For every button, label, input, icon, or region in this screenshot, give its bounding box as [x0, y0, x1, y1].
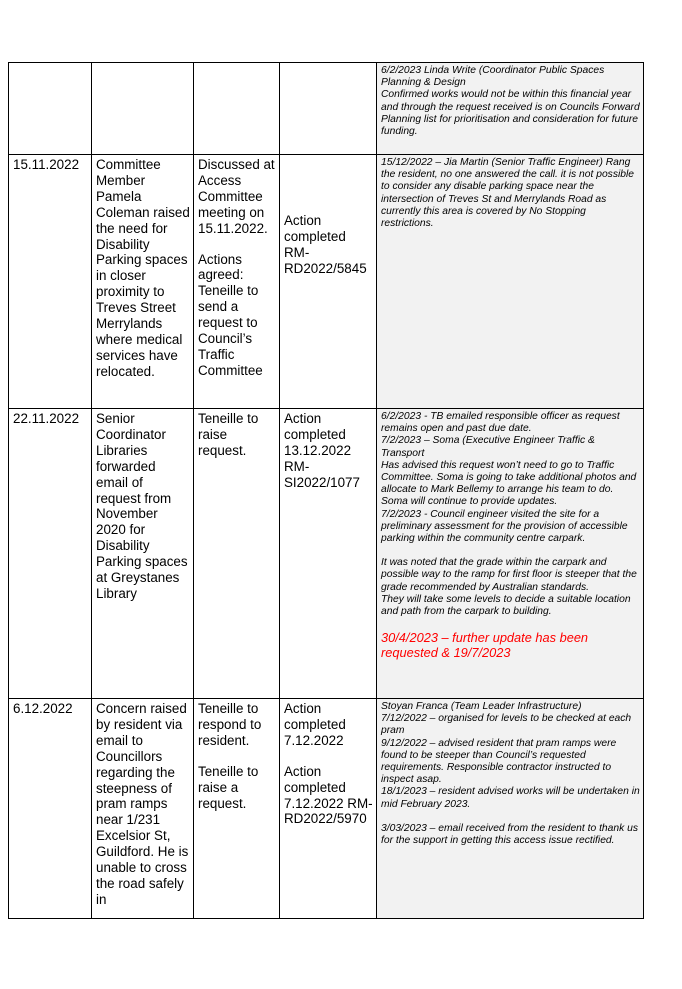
action-cell [194, 155, 280, 409]
status-text-2: Action completed 7.12.2022 RM-RD2022/5970 [284, 763, 373, 827]
notes-text: Stoyan Franca (Team Leader Infrastructure) 7/12/2022 – organised for levels to be checked at each pram 9/12/2022 – advised resident that pram ramps were found to be steeper than Council’s requested requirements. Responsible contractor instructed to inspect asap. 18/1/2023 – resident advised works will be undertaken in mid February 2023. [381, 701, 640, 810]
table-row [9, 409, 644, 699]
action-cell [194, 63, 280, 155]
notes-cell [377, 409, 644, 699]
action-text-2: Actions agreed: Teneille to send a request to Council’s Traffic Committee [198, 251, 263, 378]
table-row [9, 699, 644, 919]
table-row [9, 155, 644, 409]
action-text: Discussed at Access Committee meeting on 15.11.2022. [198, 157, 275, 236]
notes-text-2: It was noted that the grade within the carpark and possible way to the ramp for first floor is steeper that the grade recommended by Australian standards. They will take some levels to decide a suitable location and path from the carpark to building. [381, 557, 637, 618]
status-cell: Action completed RM-RD2022/5845 [280, 155, 377, 409]
notes-text-2: 3/03/2023 – email received from the resident to thank us for the support in getting this access issue rectified. [381, 822, 638, 847]
action-text: Teneille to respond to resident. [198, 701, 262, 748]
issue-cell [92, 63, 194, 155]
status-cell: Action completed 13.12.2022 RM-SI2022/1077 [280, 409, 377, 699]
notes-cell: 15/12/2022 – Jia Martin (Senior Traffic Engineer) Rang the resident, no one answered the call. it is not possible to consider any disable parking space near the intersection of Treves St and Merrylands Road as currently this area is covered by No Stopping restrictions. [377, 155, 644, 409]
action-log-table [8, 62, 644, 919]
notes-update-highlight: 30/4/2023 – further update has been requested & 19/7/2023 [381, 630, 589, 661]
date-cell: 6.12.2022 [9, 699, 92, 919]
notes-cell [377, 699, 644, 919]
action-cell [194, 699, 280, 919]
action-text-2: Teneille to raise a request. [198, 763, 259, 811]
action-cell: Teneille to raise request. [194, 409, 280, 699]
issue-cell: Committee Member Pamela Coleman raised the need for Disability Parking spaces in closer proximity to Treves Street Merrylands where medical services have relocated. [92, 155, 194, 409]
status-text: Action completed 7.12.2022 [284, 701, 346, 748]
status-cell [280, 699, 377, 919]
issue-cell: Senior Coordinator Libraries forwarded email of request from November 2020 for Disability Parking spaces at Greystanes Library [92, 409, 194, 699]
date-cell [9, 63, 92, 155]
status-cell [280, 63, 377, 155]
notes-text: 6/2/2023 - TB emailed responsible officer as request remains open and past due date. 7/2/2023 – Soma (Executive Engineer Traffic & Transport Has advised this request won’t need to go to Traffic Committee. Soma is going to take additional photos and allocate to Mark Bellemy to arrange his team to do. Soma will continue to provide updates. 7/2/2023 - Council engineer visited the site for a preliminary assessment for the provision of accessible parking within the community centre carpark. [381, 411, 637, 545]
table-row [9, 63, 644, 155]
date-cell: 15.11.2022 [9, 155, 92, 409]
date-cell: 22.11.2022 [9, 409, 92, 699]
notes-cell: 6/2/2023 Linda Write (Coordinator Public Spaces Planning & Design Confirmed works would not be within this financial year and through the request received is on Councils Forward Planning list for prioritisation and consideration for future funding. [377, 63, 644, 155]
issue-cell: Concern raised by resident via email to Councillors regarding the steepness of pram ramps near 1/231 Excelsior St, Guildford. He is unable to cross the road safely in [92, 699, 194, 919]
